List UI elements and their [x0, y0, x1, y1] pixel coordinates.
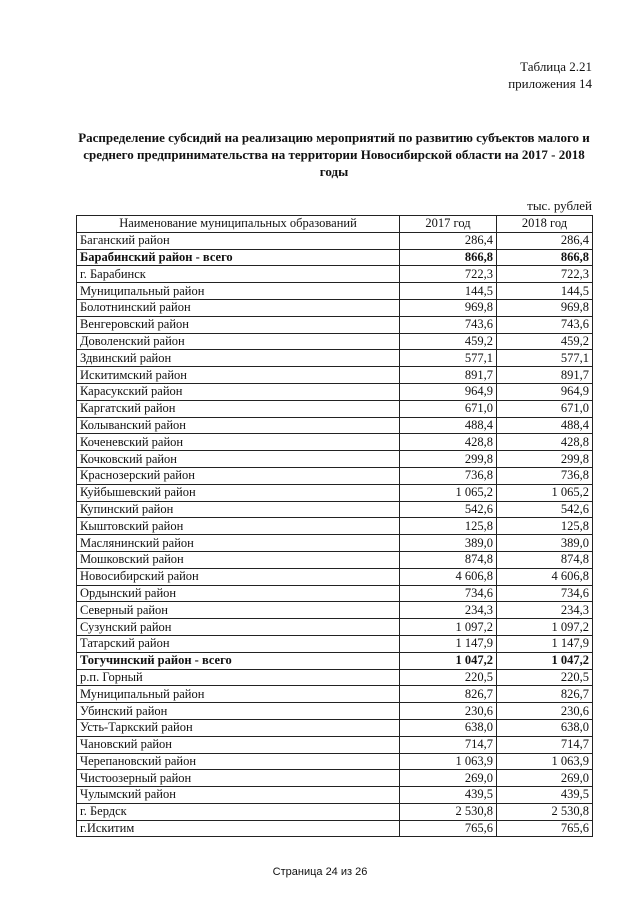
table-row	[77, 820, 593, 837]
cell-value-2017: 220,5	[400, 669, 497, 686]
cell-value-2017: 969,8	[400, 299, 497, 316]
table-row	[77, 467, 593, 484]
cell-value-2017: 736,8	[400, 467, 497, 484]
cell-value-2018: 964,9	[497, 383, 593, 400]
cell-municipality-name: р.п. Горный	[77, 669, 400, 686]
cell-value-2017: 2 530,8	[400, 803, 497, 820]
cell-municipality-name: Болотнинский район	[77, 299, 400, 316]
cell-municipality-name: Убинский район	[77, 703, 400, 720]
cell-municipality-name: Черепановский район	[77, 753, 400, 770]
table-row	[77, 535, 593, 552]
cell-value-2018: 389,0	[497, 535, 593, 552]
cell-value-2017: 269,0	[400, 770, 497, 787]
cell-municipality-name: Колыванский район	[77, 417, 400, 434]
cell-value-2017: 638,0	[400, 719, 497, 736]
cell-value-2017: 230,6	[400, 703, 497, 720]
cell-municipality-name: Здвинский район	[77, 350, 400, 367]
cell-value-2017: 743,6	[400, 316, 497, 333]
cell-value-2018: 1 065,2	[497, 484, 593, 501]
cell-municipality-name: г.Искитим	[77, 820, 400, 837]
cell-municipality-name: Муниципальный район	[77, 686, 400, 703]
cell-municipality-name: Краснозерский район	[77, 467, 400, 484]
cell-value-2017: 1 047,2	[400, 652, 497, 669]
cell-value-2017: 299,8	[400, 451, 497, 468]
cell-value-2018: 286,4	[497, 232, 593, 249]
cell-value-2017: 125,8	[400, 518, 497, 535]
cell-value-2018: 1 047,2	[497, 652, 593, 669]
table-body	[77, 232, 593, 837]
cell-value-2018: 230,6	[497, 703, 593, 720]
cell-value-2018: 891,7	[497, 367, 593, 384]
table-row	[77, 736, 593, 753]
table-row	[77, 283, 593, 300]
cell-municipality-name: Татарский район	[77, 635, 400, 652]
cell-municipality-name: Доволенский район	[77, 333, 400, 350]
cell-municipality-name: Коченевский район	[77, 434, 400, 451]
cell-value-2017: 488,4	[400, 417, 497, 434]
unit-label: тыс. рублей	[527, 198, 592, 213]
cell-value-2017: 577,1	[400, 350, 497, 367]
cell-value-2018: 125,8	[497, 518, 593, 535]
table-number: Таблица 2.21	[520, 59, 592, 74]
table-caption	[508, 58, 592, 92]
cell-value-2017: 874,8	[400, 551, 497, 568]
cell-value-2018: 743,6	[497, 316, 593, 333]
cell-municipality-name: Чулымский район	[77, 787, 400, 804]
cell-value-2017: 4 606,8	[400, 568, 497, 585]
table-row	[77, 249, 593, 266]
table-row	[77, 686, 593, 703]
column-header-name: Наименование муниципальных образований	[77, 216, 400, 233]
subsidies-table	[76, 215, 593, 837]
cell-value-2017: 144,5	[400, 283, 497, 300]
cell-value-2018: 299,8	[497, 451, 593, 468]
column-header-2017: 2017 год	[400, 216, 497, 233]
cell-value-2018: 969,8	[497, 299, 593, 316]
cell-value-2018: 734,6	[497, 585, 593, 602]
table-row	[77, 367, 593, 384]
cell-municipality-name: Маслянинский район	[77, 535, 400, 552]
cell-value-2018: 220,5	[497, 669, 593, 686]
cell-municipality-name: Тогучинский район - всего	[77, 652, 400, 669]
table-row	[77, 619, 593, 636]
cell-value-2018: 1 063,9	[497, 753, 593, 770]
table-row	[77, 719, 593, 736]
cell-municipality-name: Барабинский район - всего	[77, 249, 400, 266]
cell-municipality-name: Карасукский район	[77, 383, 400, 400]
cell-value-2018: 638,0	[497, 719, 593, 736]
table-row	[77, 753, 593, 770]
document-title: Распределение субсидий на реализацию мероприятий по развитию субъектов малого и среднего предпринимательства на территории Новосибирской области на 2017 - 2018 годы	[78, 130, 590, 179]
cell-value-2017: 542,6	[400, 501, 497, 518]
table-row	[77, 266, 593, 283]
cell-municipality-name: г. Барабинск	[77, 266, 400, 283]
cell-municipality-name: Новосибирский район	[77, 568, 400, 585]
cell-value-2018: 826,7	[497, 686, 593, 703]
table-row	[77, 501, 593, 518]
cell-value-2017: 1 063,9	[400, 753, 497, 770]
cell-value-2018: 488,4	[497, 417, 593, 434]
table-row	[77, 417, 593, 434]
table-row	[77, 585, 593, 602]
appendix-label: приложения 14	[508, 76, 592, 91]
cell-value-2018: 459,2	[497, 333, 593, 350]
cell-value-2018: 4 606,8	[497, 568, 593, 585]
table-row	[77, 770, 593, 787]
table-row	[77, 383, 593, 400]
table-row	[77, 669, 593, 686]
cell-municipality-name: Чановский район	[77, 736, 400, 753]
cell-value-2017: 866,8	[400, 249, 497, 266]
cell-value-2018: 722,3	[497, 266, 593, 283]
cell-value-2017: 1 147,9	[400, 635, 497, 652]
table-row	[77, 703, 593, 720]
cell-value-2017: 891,7	[400, 367, 497, 384]
cell-value-2017: 286,4	[400, 232, 497, 249]
cell-value-2018: 671,0	[497, 400, 593, 417]
cell-value-2018: 542,6	[497, 501, 593, 518]
cell-value-2018: 866,8	[497, 249, 593, 266]
table-row	[77, 518, 593, 535]
cell-value-2017: 734,6	[400, 585, 497, 602]
cell-value-2018: 144,5	[497, 283, 593, 300]
cell-value-2018: 714,7	[497, 736, 593, 753]
table-row	[77, 803, 593, 820]
table-row	[77, 635, 593, 652]
table-row	[77, 299, 593, 316]
cell-municipality-name: Купинский район	[77, 501, 400, 518]
cell-municipality-name: Кочковский район	[77, 451, 400, 468]
cell-value-2017: 722,3	[400, 266, 497, 283]
table-row	[77, 787, 593, 804]
cell-municipality-name: Северный район	[77, 602, 400, 619]
table-row	[77, 316, 593, 333]
table-row	[77, 551, 593, 568]
table-row	[77, 484, 593, 501]
cell-value-2018: 874,8	[497, 551, 593, 568]
cell-value-2018: 1 097,2	[497, 619, 593, 636]
cell-municipality-name: Кыштовский район	[77, 518, 400, 535]
cell-value-2018: 577,1	[497, 350, 593, 367]
cell-value-2017: 459,2	[400, 333, 497, 350]
cell-value-2018: 2 530,8	[497, 803, 593, 820]
table-row	[77, 434, 593, 451]
table-row	[77, 652, 593, 669]
cell-municipality-name: Мошковский район	[77, 551, 400, 568]
cell-municipality-name: Искитимский район	[77, 367, 400, 384]
table-row	[77, 602, 593, 619]
page-number: Страница 24 из 26	[272, 866, 368, 878]
cell-value-2017: 671,0	[400, 400, 497, 417]
table-row	[77, 350, 593, 367]
table-row	[77, 568, 593, 585]
table-row	[77, 400, 593, 417]
table-row	[77, 232, 593, 249]
cell-municipality-name: Сузунский район	[77, 619, 400, 636]
cell-value-2018: 234,3	[497, 602, 593, 619]
cell-value-2017: 428,8	[400, 434, 497, 451]
cell-municipality-name: Баганский район	[77, 232, 400, 249]
column-header-2018: 2018 год	[497, 216, 593, 233]
cell-municipality-name: Куйбышевский район	[77, 484, 400, 501]
cell-municipality-name: Муниципальный район	[77, 283, 400, 300]
cell-value-2017: 439,5	[400, 787, 497, 804]
cell-value-2018: 736,8	[497, 467, 593, 484]
cell-value-2017: 1 065,2	[400, 484, 497, 501]
cell-municipality-name: Чистоозерный район	[77, 770, 400, 787]
cell-value-2018: 765,6	[497, 820, 593, 837]
table-row	[77, 333, 593, 350]
cell-value-2018: 428,8	[497, 434, 593, 451]
cell-value-2018: 269,0	[497, 770, 593, 787]
cell-value-2017: 714,7	[400, 736, 497, 753]
cell-municipality-name: Венгеровский район	[77, 316, 400, 333]
cell-value-2017: 389,0	[400, 535, 497, 552]
table-header-row	[77, 216, 593, 233]
cell-value-2017: 234,3	[400, 602, 497, 619]
cell-value-2017: 964,9	[400, 383, 497, 400]
cell-municipality-name: Каргатский район	[77, 400, 400, 417]
table-row	[77, 451, 593, 468]
cell-value-2017: 1 097,2	[400, 619, 497, 636]
cell-value-2018: 439,5	[497, 787, 593, 804]
cell-municipality-name: Ордынский район	[77, 585, 400, 602]
cell-municipality-name: г. Бердск	[77, 803, 400, 820]
cell-value-2018: 1 147,9	[497, 635, 593, 652]
cell-municipality-name: Усть-Таркский район	[77, 719, 400, 736]
cell-value-2017: 765,6	[400, 820, 497, 837]
cell-value-2017: 826,7	[400, 686, 497, 703]
